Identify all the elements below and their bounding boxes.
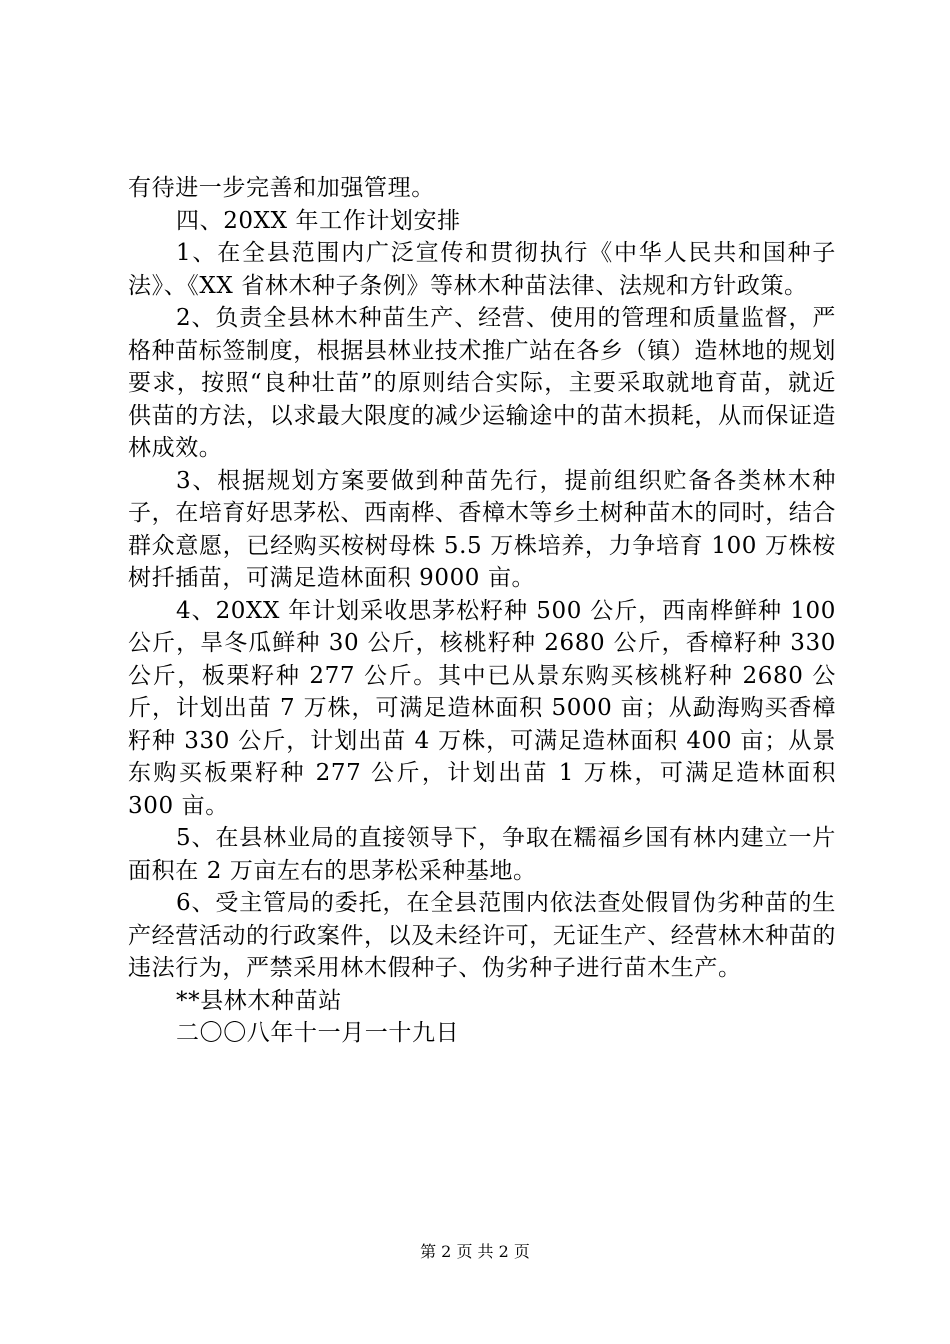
page-number-label: 第 2 页 共 2 页 <box>420 1242 530 1261</box>
signature-date: 二〇〇八年十一月一十九日 <box>176 1020 460 1046</box>
section-heading-work-plan: 四、20XX 年工作计划安排 <box>176 207 461 234</box>
paragraph-item-6: 6、受主管局的委托，在全县范围内依法查处假冒伪劣种苗的生产经营活动的行政案件，以及未经许可，无证生产、经营林木种苗的违法行为，严禁采用林木假种子、伪劣种子进行苗木生产。 <box>128 890 836 981</box>
page-footer <box>0 1242 950 1262</box>
document-body <box>128 172 836 1050</box>
paragraph-item-3: 3、根据规划方案要做到种苗先行，提前组织贮备各类林木种子，在培育好思茅松、西南桦、香樟木等乡土树种苗木的同时，结合群众意愿，已经购买桉树母株 5.5 万株培养，力争培育 100 万株桉树扦插苗，可满足造林面积 9000 亩。 <box>128 467 836 591</box>
signature-organization: **县林木种苗站 <box>176 987 342 1014</box>
paragraph-item-2: 2、负责全县林木种苗生产、经营、使用的管理和质量监督，严格种苗标签制度，根据县林业技术推广站在各乡（镇）造林地的规划要求，按照“良种壮苗”的原则结合实际，主要采取就地育苗，就近供苗的方法，以求最大限度的减少运输途中的苗木损耗，从而保证造林成效。 <box>128 305 836 461</box>
paragraph-item-4: 4、20XX 年计划采收思茅松籽种 500 公斤，西南桦鲜种 100 公斤，旱冬瓜鲜种 30 公斤，核桃籽种 2680 公斤，香樟籽种 330 公斤，板栗籽种 277 公斤。其中已从景东购买核桃籽种 2680 公斤，计划出苗 7 万株，可满足造林面积 5000 亩；从勐海购买香樟籽种 330 公斤，计划出苗 4 万株，可满足造林面积 400 亩；从景东购买板栗籽种 277 公斤，计划出苗 1 万株，可满足造林面积 300 亩。 <box>128 597 836 819</box>
paragraph-continuation: 有待进一步完善和加强管理。 <box>128 175 435 201</box>
paragraph-item-5: 5、在县林业局的直接领导下，争取在糯福乡国有林内建立一片面积在 2 万亩左右的思茅松采种基地。 <box>128 825 836 884</box>
paragraph-item-1: 1、在全县范围内广泛宣传和贯彻执行《中华人民共和国种子法》、《XX 省林木种子条例》等林木种苗法律、法规和方针政策。 <box>128 240 836 299</box>
